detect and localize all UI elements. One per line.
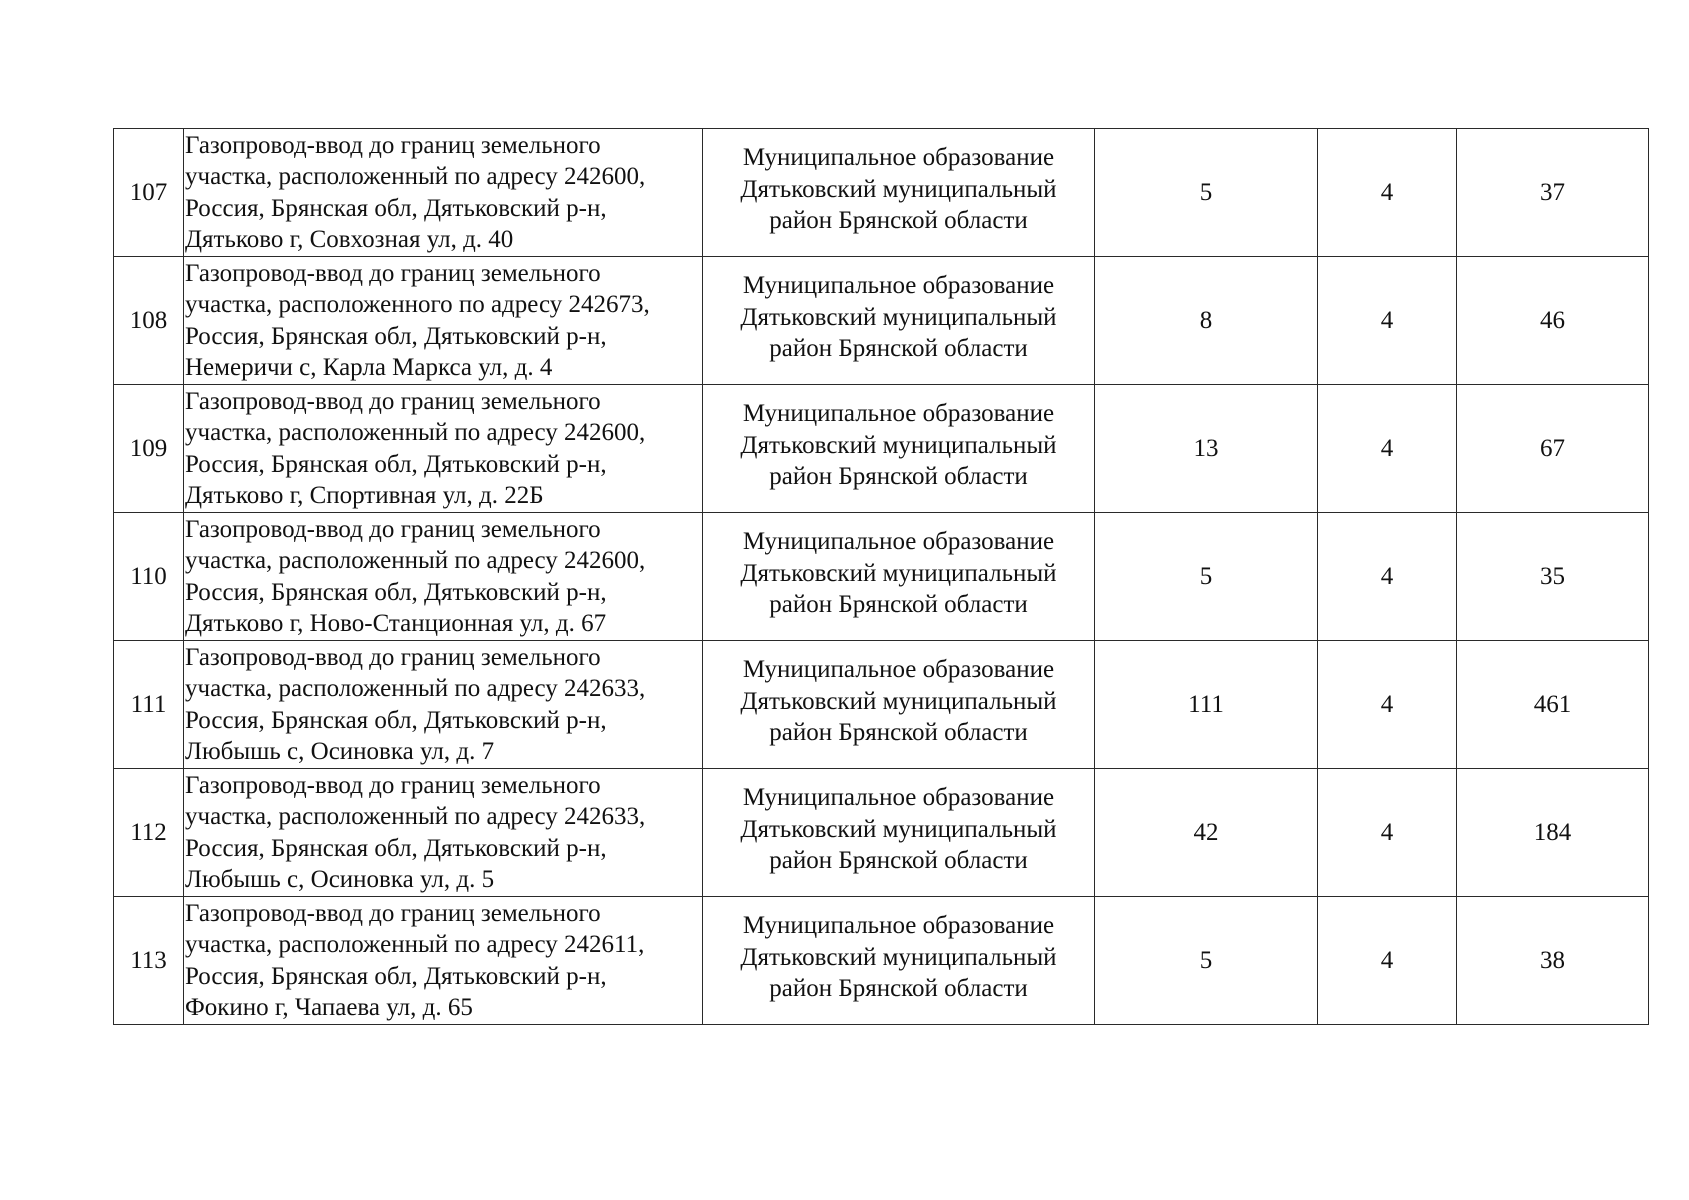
table-row [114,257,1649,385]
owner-text: Муниципальное образование Дятьковский муниципальный район Брянской области [740,272,1057,363]
owner-cell [703,897,1095,1025]
value-3-cell: 37 [1457,129,1649,257]
value-3-cell: 46 [1457,257,1649,385]
owner-cell [703,129,1095,257]
value-3-cell: 35 [1457,513,1649,641]
owner-cell [703,257,1095,385]
value-1-cell: 111 [1095,641,1318,769]
value-1-cell: 42 [1095,769,1318,897]
value-1-cell: 5 [1095,897,1318,1025]
table-row [114,385,1649,513]
value-2-cell: 4 [1318,897,1457,1025]
object-name-cell [184,257,703,385]
owner-text: Муниципальное образование Дятьковский муниципальный район Брянской области [740,912,1057,1003]
value-1-cell: 13 [1095,385,1318,513]
owner-cell [703,513,1095,641]
row-number-cell: 113 [114,897,184,1025]
table-row [114,897,1649,1025]
row-number-cell: 110 [114,513,184,641]
row-number-cell: 108 [114,257,184,385]
table-body [114,129,1649,1025]
object-name-cell [184,129,703,257]
row-number-cell: 107 [114,129,184,257]
object-name-text: Газопровод-ввод до границ земельного участка, расположенный по адресу 242600, Россия, Брянская обл, Дятьковский р-н, Дятьково г, Совхозная ул, д. 40 [185,131,646,253]
object-name-text: Газопровод-ввод до границ земельного участка, расположенного по адресу 242673, Россия, Брянская обл, Дятьковский р-н, Немеричи с, Карла Маркса ул, д. 4 [185,259,650,381]
object-name-text: Газопровод-ввод до границ земельного участка, расположенный по адресу 242633, Россия, Брянская обл, Дятьковский р-н, Любышь с, Осиновка ул, д. 7 [185,643,646,765]
value-3-cell: 67 [1457,385,1649,513]
object-name-cell [184,513,703,641]
row-number-cell: 111 [114,641,184,769]
value-2-cell: 4 [1318,769,1457,897]
table-row [114,513,1649,641]
owner-cell [703,385,1095,513]
owner-cell [703,641,1095,769]
value-3-cell: 38 [1457,897,1649,1025]
value-1-cell: 8 [1095,257,1318,385]
value-2-cell: 4 [1318,385,1457,513]
value-2-cell: 4 [1318,129,1457,257]
table-row [114,641,1649,769]
owner-text: Муниципальное образование Дятьковский муниципальный район Брянской области [740,400,1057,491]
object-name-text: Газопровод-ввод до границ земельного участка, расположенный по адресу 242600, Россия, Брянская обл, Дятьковский р-н, Дятьково г, Спортивная ул, д. 22Б [185,387,646,509]
owner-text: Муниципальное образование Дятьковский муниципальный район Брянской области [740,528,1057,619]
value-3-cell: 184 [1457,769,1649,897]
object-name-text: Газопровод-ввод до границ земельного участка, расположенный по адресу 242611, Россия, Брянская обл, Дятьковский р-н, Фокино г, Чапаева ул, д. 65 [185,899,645,1021]
value-1-cell: 5 [1095,513,1318,641]
object-name-cell [184,641,703,769]
owner-text: Муниципальное образование Дятьковский муниципальный район Брянской области [740,784,1057,875]
document-table [113,128,1649,1025]
value-2-cell: 4 [1318,641,1457,769]
row-number-cell: 109 [114,385,184,513]
row-number-cell: 112 [114,769,184,897]
owner-text: Муниципальное образование Дятьковский муниципальный район Брянской области [740,144,1057,235]
owner-cell [703,769,1095,897]
object-name-cell [184,769,703,897]
value-1-cell: 5 [1095,129,1318,257]
object-name-text: Газопровод-ввод до границ земельного участка, расположенный по адресу 242633, Россия, Брянская обл, Дятьковский р-н, Любышь с, Осиновка ул, д. 5 [185,771,646,893]
object-name-cell [184,897,703,1025]
table-row [114,769,1649,897]
value-3-cell: 461 [1457,641,1649,769]
owner-text: Муниципальное образование Дятьковский муниципальный район Брянской области [740,656,1057,747]
object-name-cell [184,385,703,513]
value-2-cell: 4 [1318,513,1457,641]
value-2-cell: 4 [1318,257,1457,385]
object-name-text: Газопровод-ввод до границ земельного участка, расположенный по адресу 242600, Россия, Брянская обл, Дятьковский р-н, Дятьково г, Ново-Станционная ул, д. 67 [185,515,646,637]
table-row [114,129,1649,257]
